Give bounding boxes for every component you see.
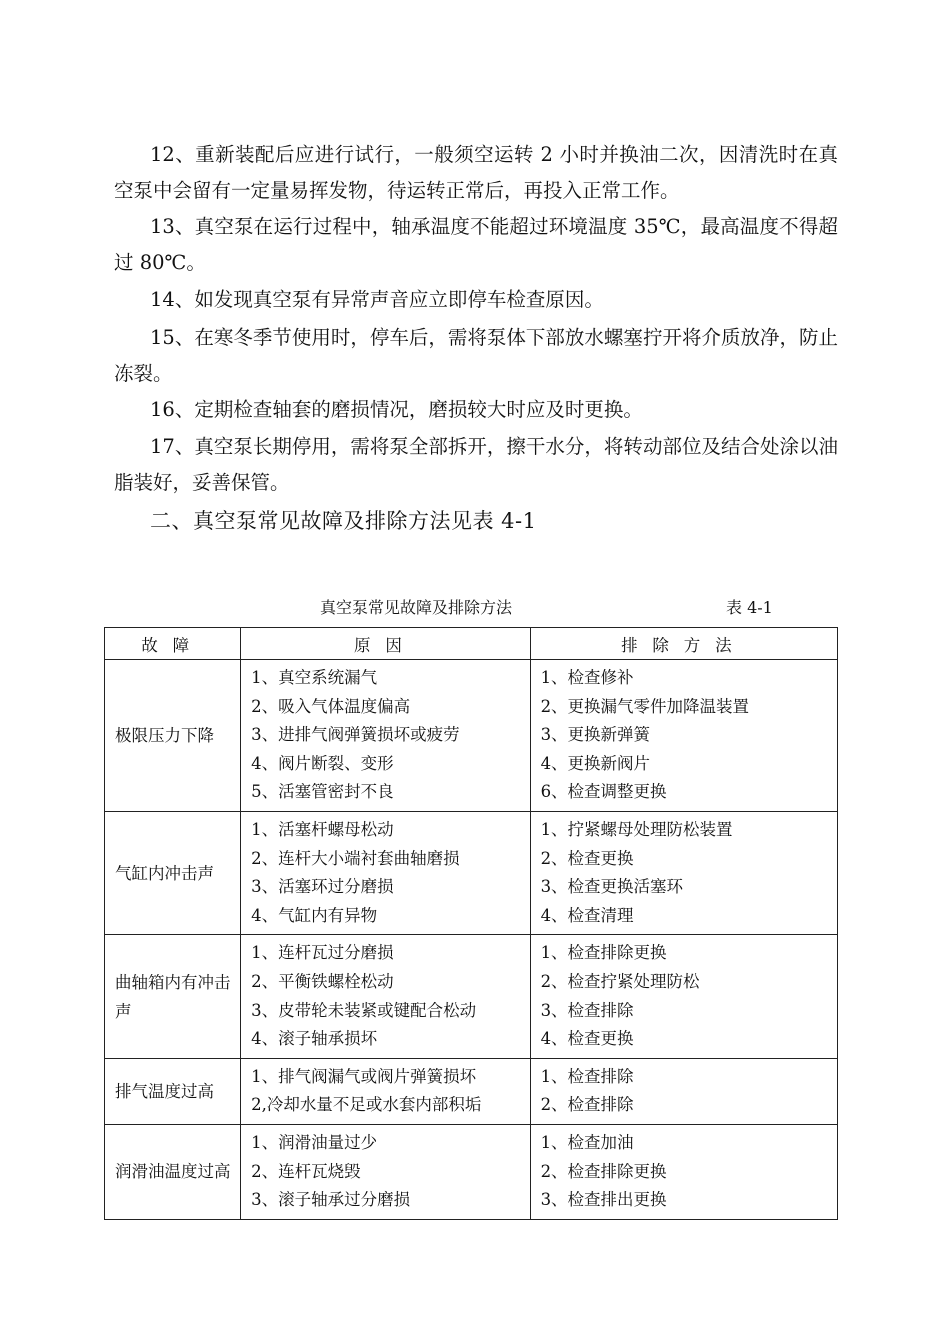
table-body — [105, 660, 838, 1220]
remedy-item: 6、检查调整更换 — [540, 782, 667, 802]
remedy-item: 4、更换新阀片 — [540, 753, 651, 773]
cause-item: 1、真空系统漏气 — [251, 668, 378, 687]
paragraph-15: 15、在寒冬季节使用时，停车后，需将泵体下部放水螺塞拧开将介质放净，防止冻裂。 — [114, 326, 838, 385]
cause-cell — [241, 1124, 530, 1219]
remedy-cell — [530, 660, 837, 812]
cause-cell — [241, 935, 530, 1058]
cause-item: 2、吸入气体温度偏高 — [251, 696, 411, 716]
paragraph-17: 17、真空泵长期停用，需将泵全部拆开，擦干水分，将转动部位及结合处涂以油脂装好，妥善保管。 — [114, 435, 838, 494]
remedy-item: 4、检查更换 — [540, 1029, 634, 1049]
remedy-item: 3、检查排除 — [540, 1000, 634, 1020]
table-row — [105, 935, 838, 1058]
header-cause — [241, 628, 530, 660]
header-label: 原因 — [354, 635, 417, 655]
cause-item: 2,冷却水量不足或水套内部积垢 — [251, 1095, 482, 1115]
cause-item: 2、连杆大小端衬套曲轴磨损 — [251, 848, 460, 868]
paragraph-14: 14、如发现真空泵有异常声音应立即停车检查原因。 — [150, 288, 604, 311]
remedy-item: 2、检查排除更换 — [540, 1161, 667, 1181]
fault-cell: 润滑油温度过高 — [105, 1124, 241, 1219]
table-row — [105, 1058, 838, 1124]
cause-item: 4、气缸内有异物 — [251, 905, 378, 925]
paragraph-13: 13、真空泵在运行过程中，轴承温度不能超过环境温度 35℃，最高温度不得超过 80℃。 — [114, 215, 838, 274]
cause-cell — [241, 1058, 530, 1124]
fault-cell: 曲轴箱内有冲击声 — [105, 935, 241, 1058]
remedy-item: 1、拧紧螺母处理防松装置 — [540, 819, 733, 839]
table-header-row — [105, 628, 838, 660]
header-fault — [105, 628, 241, 660]
header-label: 排除方法 — [621, 635, 747, 655]
remedy-cell — [530, 1058, 837, 1124]
cause-item: 1、排气阀漏气或阀片弹簧损坏 — [251, 1066, 477, 1086]
remedy-item: 2、检查拧紧处理防松 — [540, 971, 700, 991]
fault-cell: 气缸内冲击声 — [105, 811, 241, 934]
remedy-item: 3、更换新弹簧 — [540, 725, 651, 745]
remedy-item: 1、检查修补 — [540, 668, 634, 687]
remedy-item: 2、更换漏气零件加降温装置 — [540, 696, 750, 716]
paragraph-16: 16、定期检查轴套的磨损情况，磨损较大时应及时更换。 — [150, 398, 643, 421]
paragraph-12: 12、重新装配后应进行试行，一般须空运转 2 小时并换油二次，因清洗时在真空泵中会留有一定量易挥发物，待运转正常后，再投入正常工作。 — [114, 143, 838, 202]
remedy-item: 1、检查排除更换 — [540, 943, 667, 963]
header-remedy — [530, 628, 837, 660]
cause-item: 4、滚子轴承损坏 — [251, 1029, 378, 1049]
cause-cell — [241, 811, 530, 934]
remedy-item: 3、检查排出更换 — [540, 1190, 667, 1210]
cause-item: 1、活塞杆螺母松动 — [251, 819, 394, 839]
table-number: 表 4-1 — [726, 598, 773, 617]
cause-item: 5、活塞管密封不良 — [251, 782, 394, 802]
cause-item: 3、皮带轮未装紧或键配合松动 — [251, 1000, 477, 1020]
section-heading: 二、真空泵常见故障及排除方法见表 4-1 — [150, 509, 537, 533]
remedy-item: 3、检查更换活塞环 — [540, 877, 684, 897]
remedy-item: 2、检查更换 — [540, 848, 634, 868]
remedy-item: 4、检查清理 — [540, 905, 634, 925]
table-row — [105, 1124, 838, 1219]
remedy-cell — [530, 935, 837, 1058]
fault-cell: 极限压力下降 — [105, 660, 241, 812]
header-label: 故障 — [141, 635, 204, 655]
remedy-item: 1、检查排除 — [540, 1066, 634, 1086]
cause-item: 3、进排气阀弹簧损坏或疲劳 — [251, 725, 460, 745]
cause-item: 1、连杆瓦过分磨损 — [251, 943, 394, 963]
cause-item: 3、滚子轴承过分磨损 — [251, 1190, 411, 1210]
cause-item: 3、活塞环过分磨损 — [251, 877, 394, 897]
fault-table — [104, 627, 838, 1220]
remedy-cell — [530, 811, 837, 934]
table-caption: 真空泵常见故障及排除方法 — [320, 598, 513, 617]
remedy-item: 1、检查加油 — [540, 1132, 634, 1152]
fault-cell: 排气温度过高 — [105, 1058, 241, 1124]
cause-item: 1、润滑油量过少 — [251, 1132, 378, 1152]
remedy-item: 2、检查排除 — [540, 1095, 634, 1115]
table-row — [105, 811, 838, 934]
cause-item: 2、平衡铁螺栓松动 — [251, 971, 394, 991]
cause-item: 2、连杆瓦烧毁 — [251, 1161, 361, 1181]
cause-cell — [241, 660, 530, 812]
table-row — [105, 660, 838, 812]
cause-item: 4、阀片断裂、变形 — [251, 753, 394, 773]
remedy-cell — [530, 1124, 837, 1219]
